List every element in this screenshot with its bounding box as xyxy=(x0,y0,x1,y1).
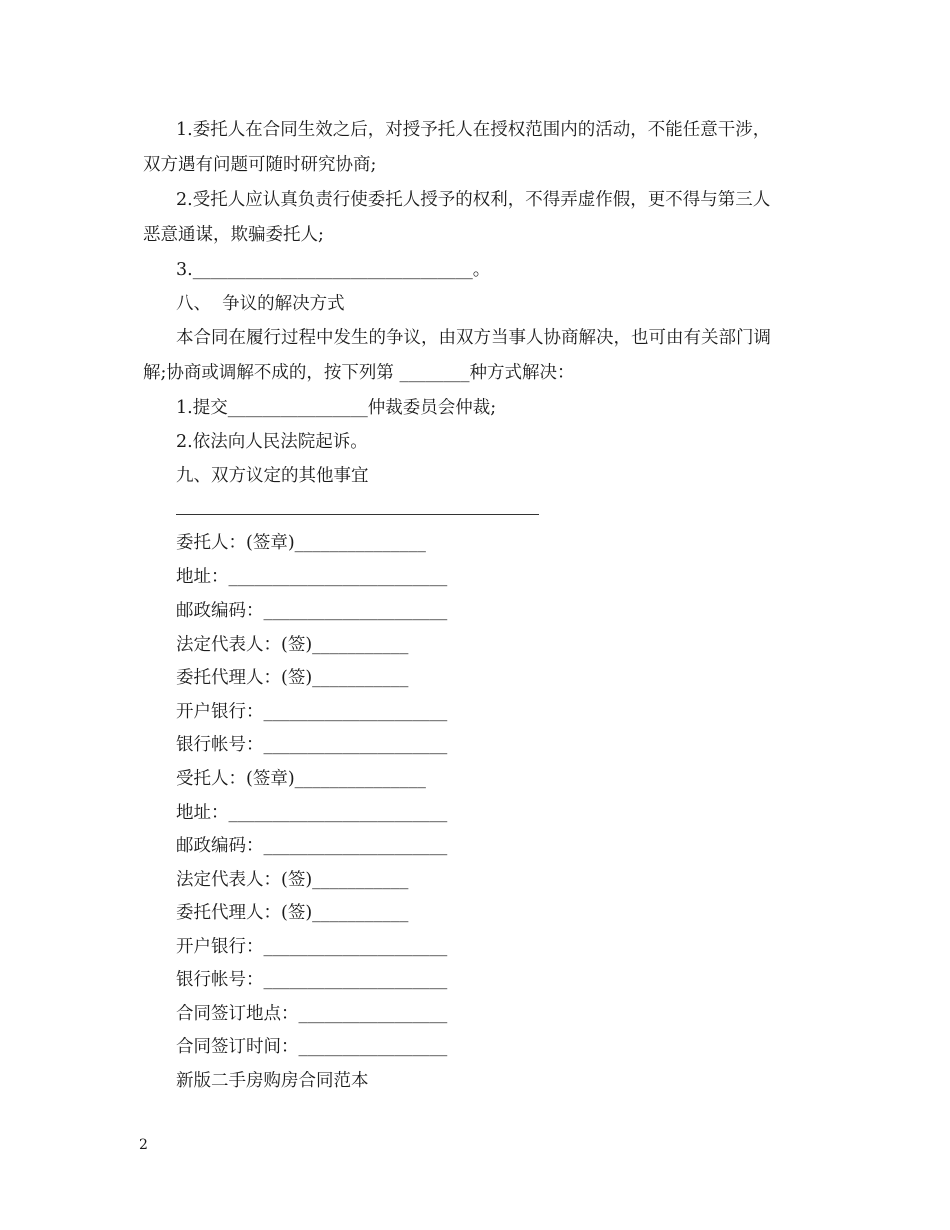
section-8-option-2: 2.依法向人民法院起诉。 xyxy=(176,432,368,452)
template-title-line: 新版二手房购房合同范本 xyxy=(176,1071,369,1091)
signing-time-line: 合同签订时间：_________________ xyxy=(176,1037,448,1057)
section-8-body-line-1: 本合同在履行过程中发生的争议，由双方当事人协商解决，也可由有关部门调 xyxy=(176,328,771,348)
agent-bank-line: 开户银行：_____________________ xyxy=(176,937,448,957)
principal-account-line: 银行帐号：_____________________ xyxy=(176,735,448,755)
clause-7-2-line-2: 恶意通谋，欺骗委托人; xyxy=(143,225,324,245)
section-9-heading: 九、双方议定的其他事宜 xyxy=(176,466,369,486)
page-number: 2 xyxy=(139,1137,148,1153)
section-8-heading: 八、 争议的解决方式 xyxy=(176,294,345,314)
agent-account-line: 银行帐号：_____________________ xyxy=(176,970,448,990)
agent-legal-rep-line: 法定代表人：(签)___________ xyxy=(176,870,409,890)
agent-representative-line: 委托代理人：(签)___________ xyxy=(176,903,409,923)
principal-agent-line: 委托代理人：(签)___________ xyxy=(176,668,409,688)
agent-postcode-line: 邮政编码：_____________________ xyxy=(176,836,448,856)
other-matters-blank-line xyxy=(176,514,539,515)
section-8-body-line-2: 解;协商或调解不成的，按下列第 ________种方式解决： xyxy=(143,363,575,383)
principal-postcode-line: 邮政编码：_____________________ xyxy=(176,601,448,621)
agent-signature-line: 受托人：(签章)_______________ xyxy=(176,769,426,789)
clause-7-3: 3.________________________________。 xyxy=(176,260,491,280)
principal-signature-line: 委托人：(签章)_______________ xyxy=(176,533,426,553)
clause-7-1-line-1: 1.委托人在合同生效之后，对授予托人在授权范围内的活动，不能任意干涉， xyxy=(176,120,771,140)
clause-7-2-line-1: 2.受托人应认真负责行使委托人授予的权利，不得弄虚作假，更不得与第三人 xyxy=(176,190,771,210)
section-8-option-1: 1.提交________________仲裁委员会仲裁; xyxy=(176,398,497,418)
signing-place-line: 合同签订地点：_________________ xyxy=(176,1004,448,1024)
agent-address-line: 地址：_________________________ xyxy=(176,803,448,823)
principal-bank-line: 开户银行：_____________________ xyxy=(176,702,448,722)
principal-address-line: 地址：_________________________ xyxy=(176,567,448,587)
principal-legal-rep-line: 法定代表人：(签)___________ xyxy=(176,635,409,655)
clause-7-1-line-2: 双方遇有问题可随时研究协商; xyxy=(143,155,377,175)
